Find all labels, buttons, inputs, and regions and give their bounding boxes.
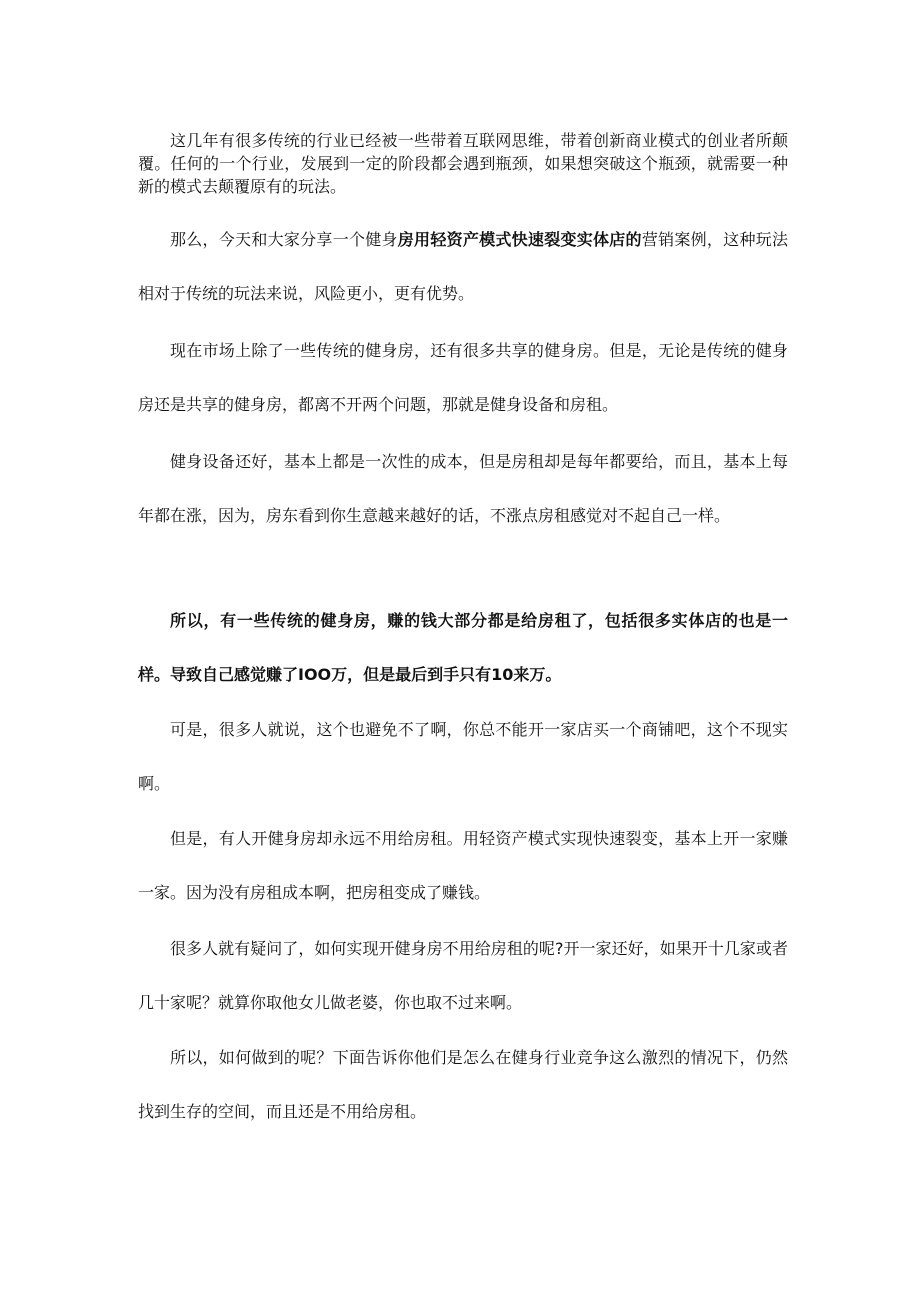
paragraph-conclusion: 所以，如何做到的呢？下面告诉你他们是怎么在健身行业竞争这么激烈的情况下，仍然找到生存的空间，而且还是不用给房租。 — [138, 1048, 788, 1121]
paragraph-case-study-highlight: 房用轻资产模式快速裂变实体店的 — [397, 230, 642, 249]
paragraph-case-study-lead: 那么，今天和大家分享一个健身 — [170, 230, 398, 249]
paragraph-case-study — [138, 213, 788, 321]
paragraph-equipment-rent: 健身设备还好，基本上都是一次性的成本，但是房租却是每年都要给，而且，基本上每年都在涨，因为，房东看到你生意越来越好的话，不涨点房租感觉对不起自己一样。 — [138, 452, 788, 525]
paragraph-case-study-tail: 营销案例，这种玩法相对于传统的玩法来说，风险更小，更有优势。 — [138, 230, 788, 303]
paragraph-question: 很多人就有疑问了，如何实现开健身房不用给房租的呢?开一家还好，如果开十几家或者几十家呢？就算你取他女儿做老婆，你也取不过来啊。 — [138, 939, 788, 1012]
paragraph-market: 现在市场上除了一些传统的健身房，还有很多共享的健身房。但是，无论是传统的健身房还是共享的健身房，都离不开两个问题，那就是健身设备和房租。 — [138, 341, 788, 414]
paragraph-no-rent: 但是，有人开健身房却永远不用给房租。用轻资产模式实现快速裂变，基本上开一家赚一家。因为没有房租成本啊，把房租变成了赚钱。 — [138, 829, 788, 902]
paragraph-rent-burden: 所以，有一些传统的健身房，赚的钱大部分都是给房租了，包括很多实体店的也是一样。导致自己感觉赚了IOO万，但是最后到手只有10来万。 — [138, 611, 788, 684]
paragraph-objection: 可是，很多人就说，这个也避免不了啊，你总不能开一家店买一个商铺吧，这个不现实啊。 — [138, 720, 788, 793]
paragraph-intro: 这几年有很多传统的行业已经被一些带着互联网思维，带着创新商业模式的创业者所颠覆。任何的一个行业，发展到一定的阶段都会遇到瓶颈，如果想突破这个瓶颈，就需要一种新的模式去颠覆原有的玩法。 — [138, 131, 788, 196]
